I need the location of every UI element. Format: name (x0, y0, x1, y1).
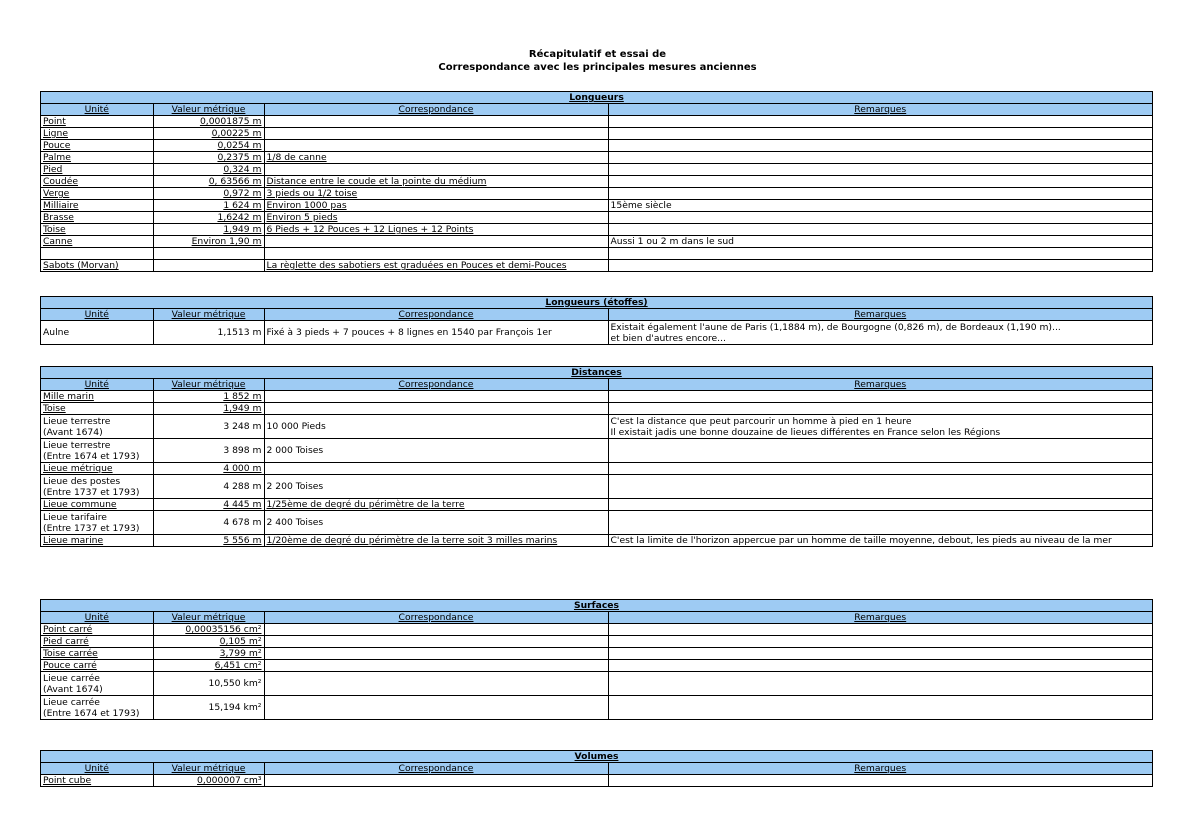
section-longueurs (40, 91, 1153, 272)
column-header-row (41, 309, 1152, 321)
cell-correspondence (264, 176, 608, 188)
correspondence-text: 1/25ème de degré du périmètre de la terre (266, 499, 465, 510)
table-row (41, 321, 1152, 345)
unit-label: Sabots (Morvan) (43, 260, 119, 271)
correspondence-text: Environ 5 pieds (266, 212, 338, 223)
cell-unit (41, 535, 153, 547)
cell-correspondence (264, 248, 608, 260)
cell-remarks (608, 648, 1152, 660)
table-row (41, 415, 1152, 439)
cell-remarks (608, 224, 1152, 236)
cell-correspondence (264, 636, 608, 648)
unit-label: Lieue terrestre (43, 439, 111, 451)
cell-remarks (608, 152, 1152, 164)
cell-unit (41, 415, 153, 439)
cell-unit (41, 672, 153, 696)
cell-unit (41, 511, 153, 535)
cell-unit (41, 248, 153, 260)
correspondence-text: 2 200 Toises (266, 481, 324, 492)
cell-metric: Environ 1,90 m (153, 236, 264, 248)
section-table (41, 92, 1152, 271)
cell-correspondence (264, 140, 608, 152)
cell-metric: 0,000007 cm³ (153, 775, 264, 787)
cell-unit (41, 321, 153, 345)
correspondence-text: 10 000 Pieds (266, 421, 326, 432)
cell-metric: 1,949 m (153, 224, 264, 236)
cell-metric (153, 248, 264, 260)
correspondence-text: 1/20ème de degré du périmètre de la terre soit 3 milles marins (266, 535, 558, 546)
unit-label: Pouce carré (43, 660, 97, 671)
cell-remarks (608, 188, 1152, 200)
cell-remarks (608, 321, 1152, 345)
section-table (41, 367, 1152, 546)
cell-unit (41, 775, 153, 787)
column-header-correspondence: Correspondance (264, 104, 608, 116)
column-header-metric: Valeur métrique (153, 309, 264, 321)
unit-label: Toise carrée (43, 648, 98, 659)
unit-label: Mille marin (43, 391, 94, 402)
table-row (41, 164, 1152, 176)
table-row (41, 660, 1152, 672)
unit-period: (Entre 1737 et 1793) (43, 522, 140, 534)
unit-label: Palme (43, 152, 71, 163)
cell-metric: 1,949 m (153, 403, 264, 415)
correspondence-text: 6 Pieds + 12 Pouces + 12 Lignes + 12 Points (266, 224, 474, 235)
cell-remarks (608, 248, 1152, 260)
cell-metric: 0,972 m (153, 188, 264, 200)
cell-unit (41, 140, 153, 152)
cell-remarks (608, 463, 1152, 475)
cell-unit (41, 636, 153, 648)
cell-remarks (608, 212, 1152, 224)
section-table (41, 600, 1152, 719)
cell-remarks (608, 439, 1152, 463)
cell-metric: 1 852 m (153, 391, 264, 403)
section-title: Distances (41, 367, 1152, 379)
correspondence-text: 3 pieds ou 1/2 toise (266, 188, 358, 199)
cell-metric: 3 898 m (153, 439, 264, 463)
table-row (41, 116, 1152, 128)
unit-label: Point cube (43, 775, 92, 786)
cell-metric: 0,105 m² (153, 636, 264, 648)
cell-unit (41, 260, 153, 272)
table-row (41, 212, 1152, 224)
cell-unit (41, 660, 153, 672)
cell-correspondence (264, 224, 608, 236)
cell-correspondence (264, 212, 608, 224)
cell-unit (41, 499, 153, 511)
correspondence-text: La règlette des sabotiers est graduées en Pouces et demi-Pouces (266, 260, 567, 271)
cell-metric: 4 678 m (153, 511, 264, 535)
unit-label: Lieue tarifaire (43, 511, 107, 523)
correspondence-text: Fixé à 3 pieds + 7 pouces + 8 lignes en 1540 par François 1er (266, 327, 552, 338)
cell-remarks (608, 511, 1152, 535)
cell-correspondence (264, 775, 608, 787)
column-header-correspondence: Correspondance (264, 309, 608, 321)
cell-remarks (608, 636, 1152, 648)
cell-correspondence (264, 660, 608, 672)
cell-unit (41, 696, 153, 720)
correspondence-text: 2 400 Toises (266, 517, 324, 528)
cell-metric: 3,799 m² (153, 648, 264, 660)
unit-label: Pied (43, 164, 63, 175)
cell-remarks (608, 200, 1152, 212)
unit-label: Point (43, 116, 66, 127)
cell-remarks (608, 672, 1152, 696)
cell-correspondence (264, 463, 608, 475)
cell-unit (41, 648, 153, 660)
cell-remarks (608, 624, 1152, 636)
cell-correspondence (264, 403, 608, 415)
section-header (41, 751, 1152, 763)
cell-correspondence (264, 321, 608, 345)
cell-unit (41, 200, 153, 212)
cell-unit (41, 152, 153, 164)
section-header (41, 367, 1152, 379)
table-row (41, 260, 1152, 272)
column-header-unit: Unité (41, 612, 153, 624)
unit-label: Point carré (43, 624, 93, 635)
cell-correspondence (264, 391, 608, 403)
cell-metric (153, 260, 264, 272)
table-row (41, 475, 1152, 499)
table-row (41, 672, 1152, 696)
cell-remarks (608, 499, 1152, 511)
cell-metric: 15,194 km² (153, 696, 264, 720)
table-row (41, 439, 1152, 463)
cell-unit (41, 236, 153, 248)
table-row (41, 152, 1152, 164)
cell-correspondence (264, 116, 608, 128)
unit-label: Milliaire (43, 200, 79, 211)
table-row (41, 403, 1152, 415)
cell-remarks (608, 236, 1152, 248)
column-header-remarks: Remarques (608, 104, 1152, 116)
cell-remarks (608, 260, 1152, 272)
cell-correspondence (264, 415, 608, 439)
cell-unit (41, 475, 153, 499)
table-row (41, 511, 1152, 535)
cell-metric: 4 445 m (153, 499, 264, 511)
column-header-correspondence: Correspondance (264, 763, 608, 775)
unit-label: Verge (43, 188, 70, 199)
cell-remarks (608, 164, 1152, 176)
column-header-correspondence: Correspondance (264, 379, 608, 391)
column-header-row (41, 379, 1152, 391)
cell-correspondence (264, 152, 608, 164)
section-table (41, 297, 1152, 344)
column-header-row (41, 104, 1152, 116)
unit-label: Coudée (43, 176, 78, 187)
unit-label: Lieue marine (43, 535, 104, 546)
section-longueurs-etoffes (40, 296, 1153, 345)
column-header-unit: Unité (41, 379, 153, 391)
cell-remarks (608, 176, 1152, 188)
unit-label: Brasse (43, 212, 74, 223)
cell-correspondence (264, 164, 608, 176)
table-row (41, 624, 1152, 636)
column-header-row (41, 612, 1152, 624)
column-header-remarks: Remarques (608, 309, 1152, 321)
column-header-row (41, 763, 1152, 775)
cell-metric: 3 248 m (153, 415, 264, 439)
correspondence-text: 1/8 de canne (266, 152, 327, 163)
cell-correspondence (264, 236, 608, 248)
cell-metric: 6,451 cm² (153, 660, 264, 672)
cell-unit (41, 128, 153, 140)
table-row (41, 140, 1152, 152)
cell-correspondence (264, 439, 608, 463)
remarks-text: C'est la limite de l'horizon appercue par un homme de taille moyenne, debout, les pieds au niveau de la mer (610, 535, 1112, 546)
remarks-text: Existait également l'aune de Paris (1,1884 m), de Bourgogne (0,826 m), de Bordeaux (1,190 m)... (610, 321, 1061, 333)
column-header-metric: Valeur métrique (153, 763, 264, 775)
cell-metric: 1,1513 m (153, 321, 264, 345)
cell-unit (41, 188, 153, 200)
cell-unit (41, 116, 153, 128)
unit-label: Toise (43, 403, 66, 414)
cell-remarks (608, 696, 1152, 720)
correspondence-text: 2 000 Toises (266, 445, 324, 456)
remarks-text: C'est la distance que peut parcourir un homme à pied en 1 heure (610, 415, 912, 427)
column-header-metric: Valeur métrique (153, 379, 264, 391)
table-row (41, 499, 1152, 511)
unit-label: Lieue carrée (43, 672, 100, 684)
column-header-remarks: Remarques (608, 763, 1152, 775)
remarks-text-line-2: et bien d'autres encore... (610, 332, 726, 344)
column-header-unit: Unité (41, 763, 153, 775)
table-row (41, 636, 1152, 648)
cell-unit (41, 212, 153, 224)
cell-metric: 0, 63566 m (153, 176, 264, 188)
cell-metric: 4 288 m (153, 475, 264, 499)
table-row (41, 696, 1152, 720)
section-title: Surfaces (41, 600, 1152, 612)
section-header (41, 600, 1152, 612)
unit-period: (Entre 1737 et 1793) (43, 486, 140, 498)
column-header-unit: Unité (41, 309, 153, 321)
table-row (41, 391, 1152, 403)
remarks-text-line-2: Il existait jadis une bonne douzaine de lieues différentes en France selon les Régions (610, 426, 1001, 438)
unit-label: Lieue commune (43, 499, 117, 510)
cell-remarks (608, 415, 1152, 439)
column-header-remarks: Remarques (608, 379, 1152, 391)
cell-metric: 1 624 m (153, 200, 264, 212)
unit-label: Toise (43, 224, 66, 235)
table-row (41, 648, 1152, 660)
unit-period: (Entre 1674 et 1793) (43, 450, 140, 462)
cell-unit (41, 391, 153, 403)
table-row (41, 248, 1152, 260)
cell-unit (41, 624, 153, 636)
unit-label: Lieue métrique (43, 463, 113, 474)
column-header-correspondence: Correspondance (264, 612, 608, 624)
unit-label: Pied carré (43, 636, 89, 647)
table-row (41, 200, 1152, 212)
cell-correspondence (264, 511, 608, 535)
cell-remarks (608, 128, 1152, 140)
table-row (41, 463, 1152, 475)
page-title-line-1: Récapitulatif et essai de (528, 49, 667, 60)
table-row (41, 188, 1152, 200)
cell-remarks (608, 660, 1152, 672)
unit-period: (Entre 1674 et 1793) (43, 707, 140, 719)
column-header-unit: Unité (41, 104, 153, 116)
unit-label: Lieue carrée (43, 696, 100, 708)
table-row (41, 775, 1152, 787)
unit-label: Lieue terrestre (43, 415, 111, 427)
table-row (41, 128, 1152, 140)
unit-period: (Avant 1674) (43, 426, 103, 438)
cell-metric: 0,0001875 m (153, 116, 264, 128)
cell-correspondence (264, 475, 608, 499)
cell-unit (41, 224, 153, 236)
cell-correspondence (264, 499, 608, 511)
section-distances (40, 366, 1153, 547)
remarks-text: 15ème siècle (610, 200, 672, 211)
cell-correspondence (264, 624, 608, 636)
unit-period: (Avant 1674) (43, 683, 103, 695)
cell-correspondence (264, 188, 608, 200)
unit-label: Ligne (43, 128, 68, 139)
section-surfaces (40, 599, 1153, 720)
table-row (41, 224, 1152, 236)
cell-unit (41, 164, 153, 176)
cell-unit (41, 463, 153, 475)
cell-unit (41, 403, 153, 415)
cell-remarks (608, 775, 1152, 787)
section-table (41, 751, 1152, 786)
section-header (41, 92, 1152, 104)
cell-remarks (608, 116, 1152, 128)
section-title: Volumes (41, 751, 1152, 763)
unit-label: Pouce (43, 140, 71, 151)
cell-metric: 10,550 km² (153, 672, 264, 696)
cell-metric: 0,324 m (153, 164, 264, 176)
table-row (41, 236, 1152, 248)
column-header-metric: Valeur métrique (153, 104, 264, 116)
cell-remarks (608, 535, 1152, 547)
cell-correspondence (264, 672, 608, 696)
cell-correspondence (264, 260, 608, 272)
section-title: Longueurs (étoffes) (41, 297, 1152, 309)
cell-metric: 0,2375 m (153, 152, 264, 164)
cell-metric: 0,0254 m (153, 140, 264, 152)
cell-remarks (608, 475, 1152, 499)
section-header (41, 297, 1152, 309)
cell-metric: 0,00225 m (153, 128, 264, 140)
table-row (41, 535, 1152, 547)
cell-metric: 0,00035156 cm² (153, 624, 264, 636)
column-header-metric: Valeur métrique (153, 612, 264, 624)
cell-remarks (608, 391, 1152, 403)
cell-correspondence (264, 128, 608, 140)
cell-correspondence (264, 200, 608, 212)
unit-label: Canne (43, 236, 73, 247)
page-title-line-2: Correspondance avec les principales mesures anciennes (438, 62, 757, 73)
cell-correspondence (264, 648, 608, 660)
cell-correspondence (264, 696, 608, 720)
section-volumes (40, 750, 1153, 787)
correspondence-text: Environ 1000 pas (266, 200, 347, 211)
unit-label: Aulne (43, 327, 70, 338)
column-header-remarks: Remarques (608, 612, 1152, 624)
table-row (41, 176, 1152, 188)
cell-correspondence (264, 535, 608, 547)
cell-metric: 1,6242 m (153, 212, 264, 224)
cell-unit (41, 439, 153, 463)
correspondence-text: Distance entre le coude et la pointe du médium (266, 176, 487, 187)
remarks-text: Aussi 1 ou 2 m dans le sud (610, 236, 734, 247)
cell-unit (41, 176, 153, 188)
cell-remarks (608, 140, 1152, 152)
cell-metric: 5 556 m (153, 535, 264, 547)
cell-metric: 4 000 m (153, 463, 264, 475)
section-title: Longueurs (41, 92, 1152, 104)
unit-label: Lieue des postes (43, 475, 121, 487)
cell-remarks (608, 403, 1152, 415)
